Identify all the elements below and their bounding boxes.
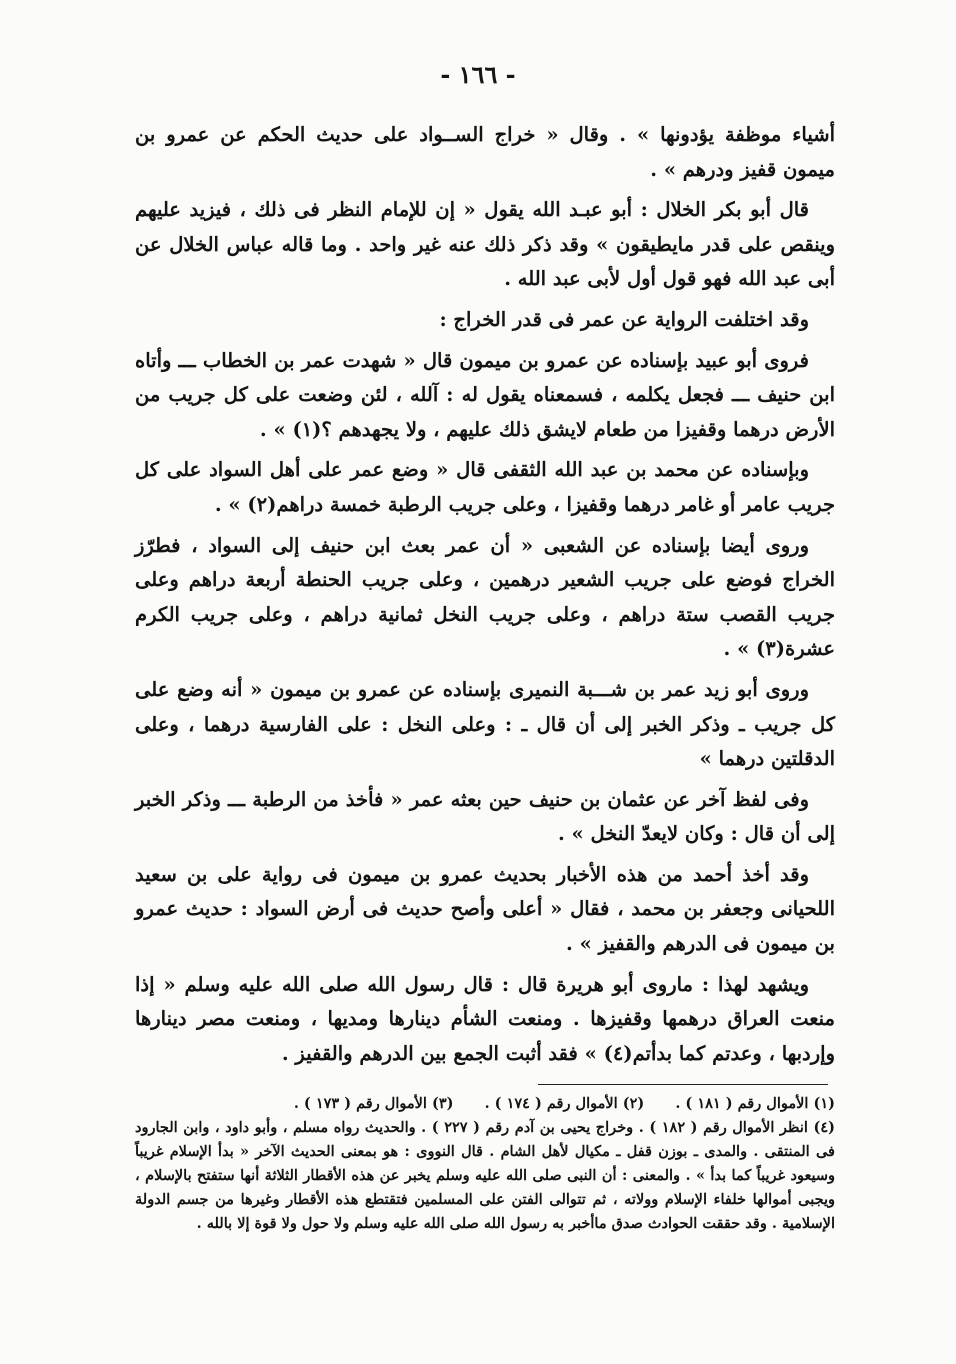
paragraph: قال أبو بكر الخلال : أبو عبـد الله يقول « إن للإمام النظر فى ذلك ، فيزيد عليهم وينقص على قدر مايطيقون » وقد ذكر ذلك عنه غير واحد . وما قاله عباس الخلال عن أبى عبد الله فهو قول أول لأبى عبد الله . [135, 198, 835, 291]
paragraph: وروى أبو زيد عمر بن شـــبة النميرى بإسناده عن عمرو بن ميمون « أنه وضع على كل جريب ـ وذكر الخبر إلى أن قال ـ : وعلى النخل : على الفارسية درهما ، وعلى الدقلتين درهما » [135, 677, 835, 771]
paragraph: وقد اختلفت الرواية عن عمر فى قدر الخراج : [439, 307, 809, 331]
paragraph: وروى أيضا بإسناده عن الشعبى « أن عمر بعث ابن حنيف إلى السواد ، فطرّز الخراج فوضع على جريب الشعير درهمين ، وعلى جريب الحنطة أربعة دراهم وعلى جريب القصب ستة دراهم ، وعلى جريب النخل ثمانية دراهم ، وعلى جريب الكرم عشرة(٣) » . [135, 533, 835, 661]
footnotes [135, 1092, 835, 1236]
footnote-divider [538, 1084, 828, 1085]
paragraph: أشياء موظفة يؤدونها » . وقال « خراج الســواد على حديث الحكم عن عمرو بن ميمون قفيز ودرهم » . [135, 123, 835, 181]
paragraph: وبإسناده عن محمد بن عبد الله الثقفى قال « وضع عمر على أهل السواد على كل جريب عامر أو غامر درهما وقفيزا ، وعلى جريب الرطبة خمسة دراهم(٢) » . [135, 458, 835, 516]
paragraph: وقد أخذ أحمد من هذه الأخبار بحديث عمرو بن ميمون فى رواية على بن سعيد اللحيانى وجعفر بن محمد ، فقال « أعلى وأصح حديث فى أرض السواد : حديث عمرو بن ميمون فى الدرهم والقفيز » . [135, 862, 835, 956]
footnote-3: (٣) الأموال رقم ( ١٧٣ ) . [293, 1095, 454, 1112]
paragraph: وفى لفظ آخر عن عثمان بن حنيف حين بعثه عمر « فأخذ من الرطبة ـــ وذكر الخبر إلى أن قال : وكان لايعدّ النخل » . [135, 787, 835, 846]
paragraph: فروى أبو عبيد بإسناده عن عمرو بن ميمون قال « شهدت عمر بن الخطاب ـــ وأتاه ابن حنيف ـــ فجعل يكلمه ، فسمعناه يقول له : آلله ، لئن وضعت على كل جريب من الأرض درهما وقفيزا من طعام لايشق ذلك عليهم ، ولا يجهدهم ؟(١) » . [135, 348, 835, 441]
footnote-4: (٤) انظر الأموال رقم ( ١٨٢ ) . وخراج يحيى بن آدم رقم ( ٢٢٧ ) . والحديث رواه مسلم ، وأبو داود ، وابن الجارود فى المنتقى . والمدى ـ بوزن قفل ـ مكيال لأهل الشام . قال النووى : هو بمعنى الحديث الآخر « بدأ الإسلام غريباً وسيعود غريباً كما بدأ » . والمعنى : أن النبى صلى الله عليه وسلم يخبر عن هذه الأقطار الثلاثة أنها ستفتح بالإسلام ، ويجبى أموالها خلفاء الإسلام وولاته ، ثم تتوالى الفتن على المسلمين فتقتطع هذه الأقطار وغيرها من جسم الدولة الإسلامية . وقد حققت الحوادث صدق ماأخبر به رسول الله صلى الله عليه وسلم ولا حول ولا قوة إلا بالله . [135, 1119, 835, 1232]
page-number: - ١٦٦ - [440, 60, 516, 89]
footnote-1: (١) الأموال رقم ( ١٨١ ) . [675, 1095, 835, 1112]
main-text [135, 118, 835, 1077]
paragraph: ويشهد لهذا : ماروى أبو هريرة قال : قال رسول الله صلى الله عليه وسلم « إذا منعت العراق درهمها وقفيزها . ومنعت الشأم دينارها ومديها ، ومنعت مصر دينارها وإردبها ، وعدتم كما بدأتم(٤) » فقد أثبت الجمع بين الدرهم والقفيز . [135, 972, 835, 1065]
footnote-2: (٢) الأموال رقم ( ١٧٤ ) . [484, 1095, 645, 1112]
footnote-line [135, 1092, 835, 1116]
